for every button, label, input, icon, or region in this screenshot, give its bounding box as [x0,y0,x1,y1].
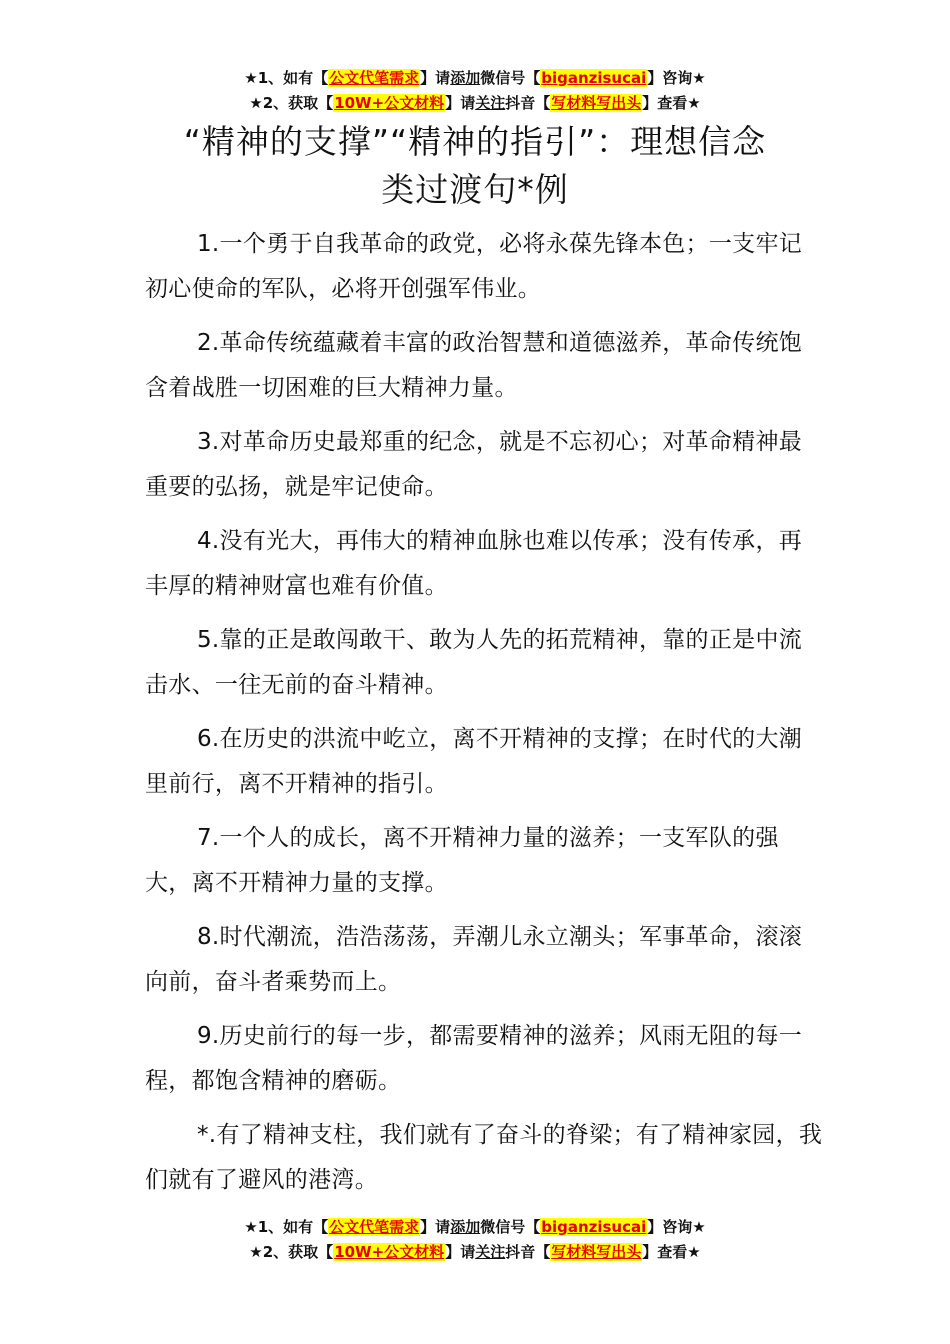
document-body [145,222,825,1212]
paragraph-7: 7.一个人的成长，离不开精神力量的滋养；一支军队的强大，离不开精神力量的支撑。 [145,825,779,896]
footer-highlight-materials: 10W+公文材料 [334,1243,445,1261]
paragraph-2: 2.革命传统蕴藏着丰富的政治智慧和道德滋养，革命传统饱含着战胜一切困难的巨大精神力量。 [145,330,803,401]
page-title [0,118,950,214]
highlight-service: 公文代笔需求 [329,69,420,87]
paragraph-5: 5.靠的正是敢闯敢干、敢为人先的拓荒精神，靠的正是中流击水、一往无前的奋斗精神。 [145,627,803,698]
banner-line-2: ★2、获取【10W+公文材料】请关注抖音【写材料写出头】查看★ [249,94,701,112]
paragraph-4: 4.没有光大，再伟大的精神血脉也难以传承；没有传承，再丰厚的精神财富也难有价值。 [145,528,803,599]
title-line-1: “精神的支撑”“精神的指引”：理想信念 [183,122,767,161]
header-banner [0,66,950,116]
footer-line-1: ★1、如有【公文代笔需求】请添加微信号【biganzisucai】咨询★ [244,1218,706,1236]
banner-line-1: ★1、如有【公文代笔需求】请添加微信号【biganzisucai】咨询★ [244,69,706,87]
footer-highlight-wechat-id: biganzisucai [541,1218,647,1236]
footer-highlight-douyin: 写材料写出头 [551,1243,642,1261]
highlight-wechat-id: biganzisucai [541,69,647,87]
paragraph-8: 8.时代潮流，浩浩荡荡，弄潮儿永立潮头；军事革命，滚滚向前，奋斗者乘势而上。 [145,924,803,995]
footer-banner [0,1215,950,1265]
footer-highlight-service: 公文代笔需求 [329,1218,420,1236]
highlight-douyin: 写材料写出头 [551,94,642,112]
paragraph-1: 1.一个勇于自我革命的政党，必将永葆先锋本色；一支牢记初心使命的军队，必将开创强军伟业。 [145,231,803,302]
paragraph-3: 3.对革命历史最郑重的纪念，就是不忘初心；对革命精神最重要的弘扬，就是牢记使命。 [145,429,803,500]
paragraph-6: 6.在历史的洪流中屹立，离不开精神的支撑；在时代的大潮里前行，离不开精神的指引。 [145,726,803,797]
footer-line-2: ★2、获取【10W+公文材料】请关注抖音【写材料写出头】查看★ [249,1243,701,1261]
title-line-2: 类过渡句*例 [381,170,569,209]
paragraph-9: 9.历史前行的每一步，都需要精神的滋养；风雨无阻的每一程，都饱含精神的磨砺。 [145,1023,803,1094]
paragraph-10: *.有了精神支柱，我们就有了奋斗的脊梁；有了精神家园，我们就有了避风的港湾。 [145,1122,823,1193]
highlight-materials: 10W+公文材料 [334,94,445,112]
